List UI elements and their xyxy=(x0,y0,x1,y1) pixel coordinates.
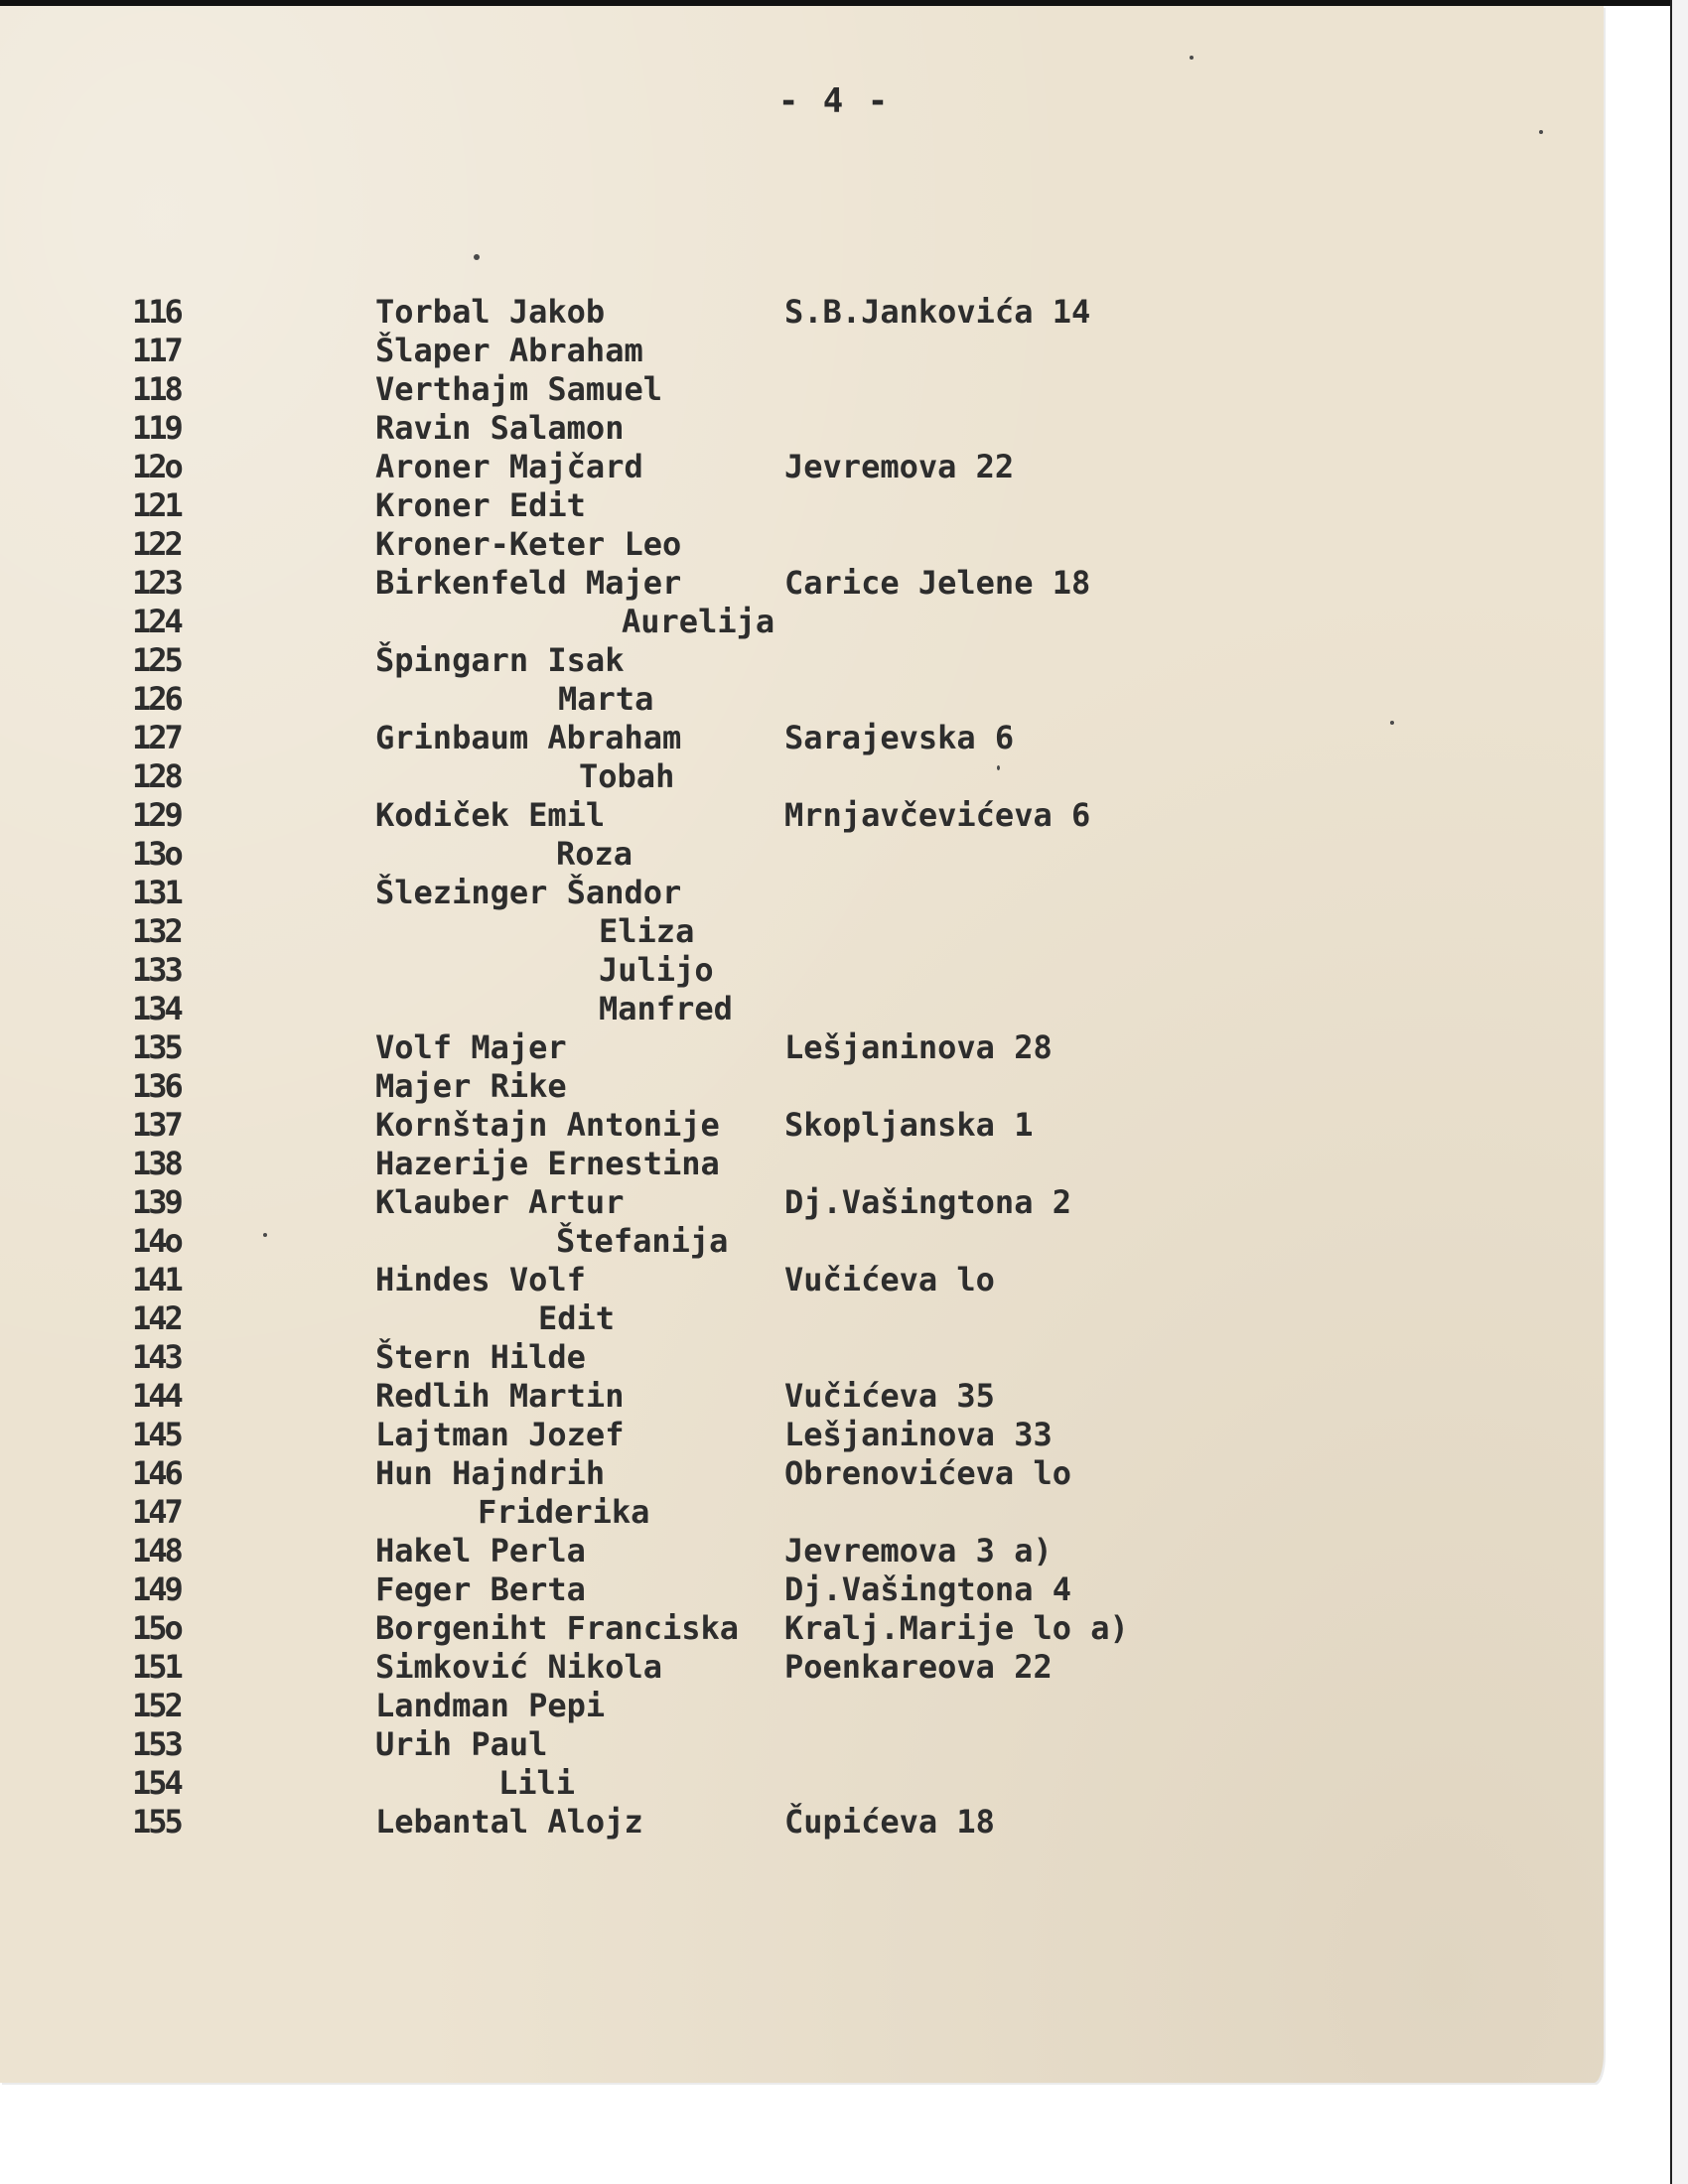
street-address: Čupićeva 18 xyxy=(784,1803,995,1841)
person-name: Manfred xyxy=(599,990,733,1027)
entry-number: 144 xyxy=(132,1377,181,1415)
person-name: Šlezinger Šandor xyxy=(375,874,682,911)
list-item xyxy=(0,564,1604,603)
list-item xyxy=(0,603,1604,641)
street-address: Lešjaninova 28 xyxy=(784,1028,1053,1066)
person-name: Hakel Perla xyxy=(375,1532,586,1570)
entry-number: 122 xyxy=(132,525,181,563)
register-list xyxy=(0,293,1604,1842)
street-address: Poenkareova 22 xyxy=(784,1648,1053,1686)
list-item xyxy=(0,1338,1604,1377)
entry-number: 139 xyxy=(132,1183,181,1221)
entry-number: 137 xyxy=(132,1106,181,1144)
entry-number: 138 xyxy=(132,1145,181,1182)
list-item xyxy=(0,796,1604,835)
ink-speck xyxy=(1539,130,1543,134)
person-name: Simković Nikola xyxy=(375,1648,662,1686)
list-item xyxy=(0,1299,1604,1338)
list-item xyxy=(0,1106,1604,1145)
street-address: Jevremova 22 xyxy=(784,448,1015,485)
person-name: Špingarn Isak xyxy=(375,641,625,679)
ink-speck xyxy=(474,254,480,260)
entry-number: 134 xyxy=(132,990,181,1027)
person-name: Štern Hilde xyxy=(375,1338,586,1376)
entry-number: 125 xyxy=(132,641,181,679)
person-name: Kroner-Keter Leo xyxy=(375,525,682,563)
list-item xyxy=(0,1764,1604,1803)
list-item xyxy=(0,680,1604,719)
person-name: Štefanija xyxy=(556,1222,729,1260)
person-name: Ravin Salamon xyxy=(375,409,625,447)
entry-number: 131 xyxy=(132,874,181,911)
entry-number: 153 xyxy=(132,1725,181,1763)
person-name: Hazerije Ernestina xyxy=(375,1145,720,1182)
entry-number: 133 xyxy=(132,951,181,989)
entry-number: 142 xyxy=(132,1299,181,1337)
person-name: Volf Majer xyxy=(375,1028,567,1066)
street-address: Sarajevska 6 xyxy=(784,719,1015,756)
entry-number: 148 xyxy=(132,1532,181,1570)
list-item xyxy=(0,1222,1604,1261)
person-name: Lili xyxy=(498,1764,576,1802)
street-address: Vučićeva 35 xyxy=(784,1377,995,1415)
person-name: Torbal Jakob xyxy=(375,293,606,331)
page-number: - 4 - xyxy=(777,81,891,121)
list-item xyxy=(0,1687,1604,1725)
person-name: Urih Paul xyxy=(375,1725,548,1763)
list-item xyxy=(0,1028,1604,1067)
list-item xyxy=(0,370,1604,409)
list-item xyxy=(0,1803,1604,1842)
list-item xyxy=(0,1648,1604,1687)
street-address: Skopljanska 1 xyxy=(784,1106,1034,1144)
person-name: Edit xyxy=(538,1299,616,1337)
street-address: Dj.Vašingtona 4 xyxy=(784,1570,1071,1608)
street-address: Dj.Vašingtona 2 xyxy=(784,1183,1071,1221)
list-item xyxy=(0,1416,1604,1454)
street-address: Lešjaninova 33 xyxy=(784,1416,1053,1453)
person-name: Tobah xyxy=(579,757,675,795)
person-name: Kornštajn Antonije xyxy=(375,1106,720,1144)
person-name: Eliza xyxy=(599,912,695,950)
entry-number: 147 xyxy=(132,1493,181,1531)
list-item xyxy=(0,1609,1604,1648)
entry-number: 12o xyxy=(132,448,181,485)
person-name: Kroner Edit xyxy=(375,486,586,524)
entry-number: 128 xyxy=(132,757,181,795)
person-name: Aurelija xyxy=(622,603,775,640)
list-item xyxy=(0,486,1604,525)
person-name: Feger Berta xyxy=(375,1570,586,1608)
list-item xyxy=(0,990,1604,1028)
entry-number: 123 xyxy=(132,564,181,602)
list-item xyxy=(0,874,1604,912)
person-name: Birkenfeld Majer xyxy=(375,564,682,602)
entry-number: 151 xyxy=(132,1648,181,1686)
person-name: Lajtman Jozef xyxy=(375,1416,625,1453)
entry-number: 129 xyxy=(132,796,181,834)
entry-number: 116 xyxy=(132,293,181,331)
person-name: Hindes Volf xyxy=(375,1261,586,1298)
entry-number: 124 xyxy=(132,603,181,640)
list-item xyxy=(0,835,1604,874)
person-name: Julijo xyxy=(599,951,714,989)
entry-number: 14o xyxy=(132,1222,181,1260)
entry-number: 127 xyxy=(132,719,181,756)
entry-number: 136 xyxy=(132,1067,181,1105)
street-address: Obrenovićeva lo xyxy=(784,1454,1071,1492)
person-name: Kodiček Emil xyxy=(375,796,606,834)
person-name: Lebantal Alojz xyxy=(375,1803,643,1841)
entry-number: 117 xyxy=(132,332,181,369)
list-item xyxy=(0,912,1604,951)
document-page xyxy=(0,6,1604,2083)
entry-number: 118 xyxy=(132,370,181,408)
person-name: Majer Rike xyxy=(375,1067,567,1105)
list-item xyxy=(0,1183,1604,1222)
entry-number: 154 xyxy=(132,1764,181,1802)
street-address: Vučićeva lo xyxy=(784,1261,995,1298)
entry-number: 132 xyxy=(132,912,181,950)
entry-number: 145 xyxy=(132,1416,181,1453)
list-item xyxy=(0,1067,1604,1106)
street-address: Jevremova 3 a) xyxy=(784,1532,1053,1570)
entry-number: 119 xyxy=(132,409,181,447)
person-name: Roza xyxy=(556,835,633,873)
person-name: Šlaper Abraham xyxy=(375,332,643,369)
street-address: Kralj.Marije lo a) xyxy=(784,1609,1129,1647)
list-item xyxy=(0,1377,1604,1416)
list-item xyxy=(0,525,1604,564)
list-item xyxy=(0,641,1604,680)
entry-number: 141 xyxy=(132,1261,181,1298)
person-name: Redlih Martin xyxy=(375,1377,625,1415)
list-item xyxy=(0,409,1604,448)
list-item xyxy=(0,1261,1604,1299)
list-item xyxy=(0,1145,1604,1183)
street-address: S.B.Jankovića 14 xyxy=(784,293,1091,331)
entry-number: 135 xyxy=(132,1028,181,1066)
list-item xyxy=(0,757,1604,796)
person-name: Klauber Artur xyxy=(375,1183,625,1221)
list-item xyxy=(0,951,1604,990)
entry-number: 155 xyxy=(132,1803,181,1841)
entry-number: 121 xyxy=(132,486,181,524)
list-item xyxy=(0,719,1604,757)
street-address: Mrnjavčevićeva 6 xyxy=(784,796,1091,834)
person-name: Landman Pepi xyxy=(375,1687,606,1724)
list-item xyxy=(0,293,1604,332)
entry-number: 149 xyxy=(132,1570,181,1608)
entry-number: 143 xyxy=(132,1338,181,1376)
list-item xyxy=(0,1532,1604,1570)
entry-number: 152 xyxy=(132,1687,181,1724)
entry-number: 13o xyxy=(132,835,181,873)
entry-number: 126 xyxy=(132,680,181,718)
list-item xyxy=(0,1493,1604,1532)
entry-number: 146 xyxy=(132,1454,181,1492)
person-name: Friderika xyxy=(478,1493,650,1531)
person-name: Grinbaum Abraham xyxy=(375,719,682,756)
person-name: Hun Hajndrih xyxy=(375,1454,606,1492)
list-item xyxy=(0,448,1604,486)
person-name: Marta xyxy=(558,680,654,718)
person-name: Aroner Majčard xyxy=(375,448,643,485)
list-item xyxy=(0,1725,1604,1764)
ink-speck xyxy=(1190,56,1194,60)
list-item xyxy=(0,332,1604,370)
person-name: Verthajm Samuel xyxy=(375,370,662,408)
list-item xyxy=(0,1570,1604,1609)
person-name: Borgeniht Franciska xyxy=(375,1609,740,1647)
scan-right-edge xyxy=(1670,0,1688,2184)
list-item xyxy=(0,1454,1604,1493)
entry-number: 15o xyxy=(132,1609,181,1647)
street-address: Carice Jelene 18 xyxy=(784,564,1091,602)
